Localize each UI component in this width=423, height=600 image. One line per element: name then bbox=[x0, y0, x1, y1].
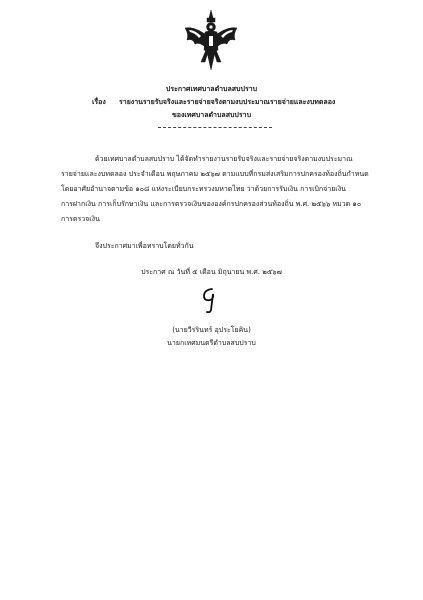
signatory-name: (นายวีรรินทร์ อุประโยคิน) bbox=[172, 326, 251, 334]
divider bbox=[158, 127, 272, 128]
paragraph-line: โดยอาศัยอำนาจตามข้อ ๑๐๘ แห่งระเบียบกระทรวงมหาดไทย ว่าด้วยการรับเงิน การเบิกจ่ายเงิน bbox=[61, 185, 346, 193]
subject-text: รายงานรายรับจริงและรายจ่ายจริงตามงบประมาณรายจ่ายและงบทดลอง bbox=[119, 98, 336, 106]
closing-statement: จึงประกาศมาเพื่อทราบโดยทั่วกัน bbox=[95, 242, 194, 250]
paragraph-line: การฝากเงิน การเก็บรักษาเงิน และการตรวจเงินขององค์กรปกครองส่วนท้องถิ่น พ.ศ. ๒๕๖๖ หมวด ๑๐ bbox=[61, 200, 362, 208]
garuda-emblem-icon bbox=[183, 8, 239, 72]
announcement-date: ประกาศ ณ วันที่ ๕ เดือน มิถุนายน พ.ศ. ๒๕๖๗ bbox=[141, 268, 282, 276]
handwritten-signature bbox=[198, 286, 220, 314]
subject-label: เรื่อง bbox=[92, 98, 106, 106]
subject-organization: ของเทศบาลตำบลสบปราบ bbox=[171, 111, 252, 119]
signatory-position: นายกเทศมนตรีตำบลสบปราบ bbox=[167, 339, 256, 347]
page-title: ประกาศเทศบาลตำบลสบปราบ bbox=[165, 85, 258, 93]
paragraph-line: การตรวจเงิน bbox=[61, 215, 100, 223]
paragraph-line: รายจ่ายและงบทดลอง ประจำเดือน พฤษภาคม ๒๕๖๗ ตามแบบที่กรมส่งเสริมการปกครองท้องถิ่นกำหนด bbox=[61, 170, 369, 178]
paragraph-line: ด้วยเทศบาลตำบลสบปราบ ได้จัดทำรายงานรายรับจริงและรายจ่ายจริงตามงบประมาณ bbox=[95, 155, 353, 163]
